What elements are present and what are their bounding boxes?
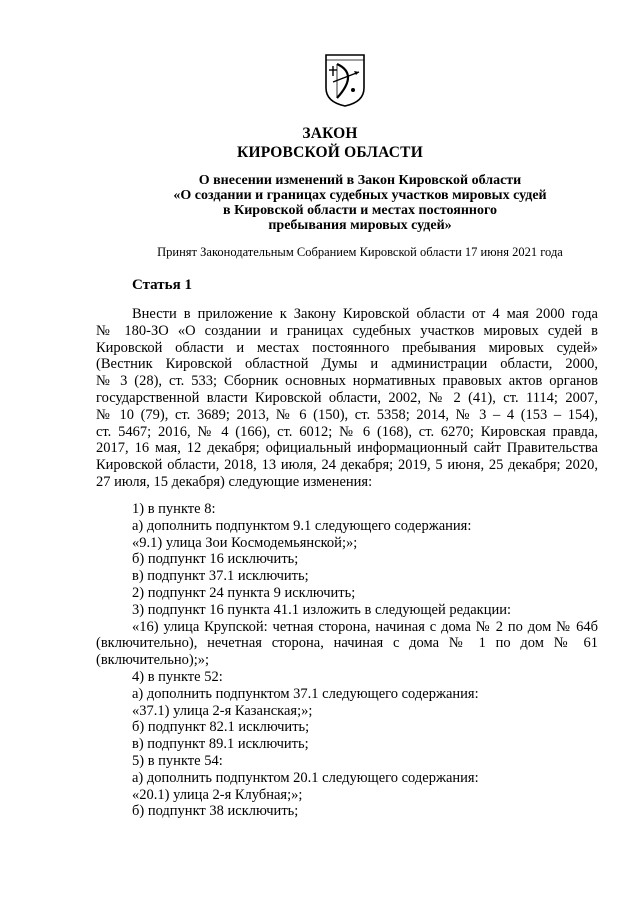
paragraph-line: (Вестник Кировской областной Думы и администрации области, 2000, xyxy=(96,356,598,373)
amendment-item: 3) подпункт 16 пункта 41.1 изложить в следующей редакции: xyxy=(132,601,512,618)
amendment-item: в) подпункт 89.1 исключить; xyxy=(132,736,309,753)
amendment-item: 2) подпункт 24 пункта 9 исключить; xyxy=(132,584,356,601)
paragraph-line: 2017, 16 мая, 12 декабря; официальный информационный сайт Правительства xyxy=(96,440,598,457)
amendment-item: а) дополнить подпунктом 20.1 следующего содержания: xyxy=(132,769,479,786)
amendment-item: б) подпункт 82.1 исключить; xyxy=(132,719,310,736)
amendment-item: а) дополнить подпунктом 9.1 следующего содержания: xyxy=(132,517,472,534)
amendment-item: «20.1) улица 2-я Клубная;»; xyxy=(132,786,303,803)
adoption-statement: Принят Законодательным Собранием Кировской области 17 июня 2021 года xyxy=(157,245,563,259)
amendment-list xyxy=(96,501,598,820)
article-paragraph xyxy=(96,306,598,491)
amendment-item: б) подпункт 16 исключить; xyxy=(132,551,299,568)
article-heading: Статья 1 xyxy=(132,277,192,293)
paragraph-line: государственной власти Кировской области, 2002, № 2 (41), ст. 1114; 2007, xyxy=(96,389,598,406)
paragraph-line: Кировской области и местах постоянного пребывания мировых судей» xyxy=(96,339,598,356)
document-type-title: ЗАКОН xyxy=(302,125,358,142)
amendment-item: 5) в пункте 54: xyxy=(132,752,223,769)
subtitle-line: в Кировской области и местах постоянного xyxy=(223,203,497,218)
paragraph-line: ст. 5467; 2016, № 4 (166), ст. 6012; № 6 (168), ст. 6270; Кировская правда, xyxy=(96,423,598,440)
subtitle-line: О внесении изменений в Закон Кировской области xyxy=(198,173,522,188)
paragraph-line: 27 июля, 15 декабря) следующие изменения: xyxy=(96,473,373,490)
paragraph-line: № 3 (28), ст. 533; Сборник основных нормативных правовых актов органов xyxy=(96,373,598,390)
paragraph-line: № 180-ЗО «О создании и границах судебных участков мировых судей в xyxy=(96,322,598,339)
amendment-item: «37.1) улица 2-я Казанская;»; xyxy=(132,702,313,719)
amendment-item: в) подпункт 37.1 исключить; xyxy=(132,568,309,585)
paragraph-line: Кировской области, 2018, 13 июля, 24 декабря; 2019, 5 июня, 25 декабря; 2020, xyxy=(96,457,598,474)
amendment-item: 1) в пункте 8: xyxy=(132,501,216,517)
amendment-item-continuation: (включительно);»; xyxy=(96,652,210,669)
law-subject-title xyxy=(130,173,590,233)
amendment-item: «9.1) улица Зои Космодемьянской;»; xyxy=(132,534,358,551)
subtitle-line: пребывания мировых судей» xyxy=(268,218,452,233)
amendment-item: а) дополнить подпунктом 37.1 следующего содержания: xyxy=(132,685,479,702)
subtitle-line: «О создании и границах судебных участков мировых судей xyxy=(173,188,547,203)
paragraph-line: № 10 (79), ст. 3689; 2013, № 6 (150), ст. 5358; 2014, № 3 – 4 (153 – 154), xyxy=(96,406,598,423)
amendment-item: 4) в пункте 52: xyxy=(132,668,223,685)
region-title: КИРОВСКОЙ ОБЛАСТИ xyxy=(237,144,423,161)
coat-of-arms-icon xyxy=(323,52,367,108)
amendment-item: б) подпункт 38 исключить; xyxy=(132,803,299,820)
amendment-item: «16) улица Крупской: четная сторона, начиная с дома № 2 по дом № 64б xyxy=(132,618,598,635)
paragraph-line: Внести в приложение к Закону Кировской области от 4 мая 2000 года xyxy=(132,306,598,322)
amendment-item-continuation: (включительно), нечетная сторона, начиная с дома № 1 по дом № 61 xyxy=(96,635,598,652)
